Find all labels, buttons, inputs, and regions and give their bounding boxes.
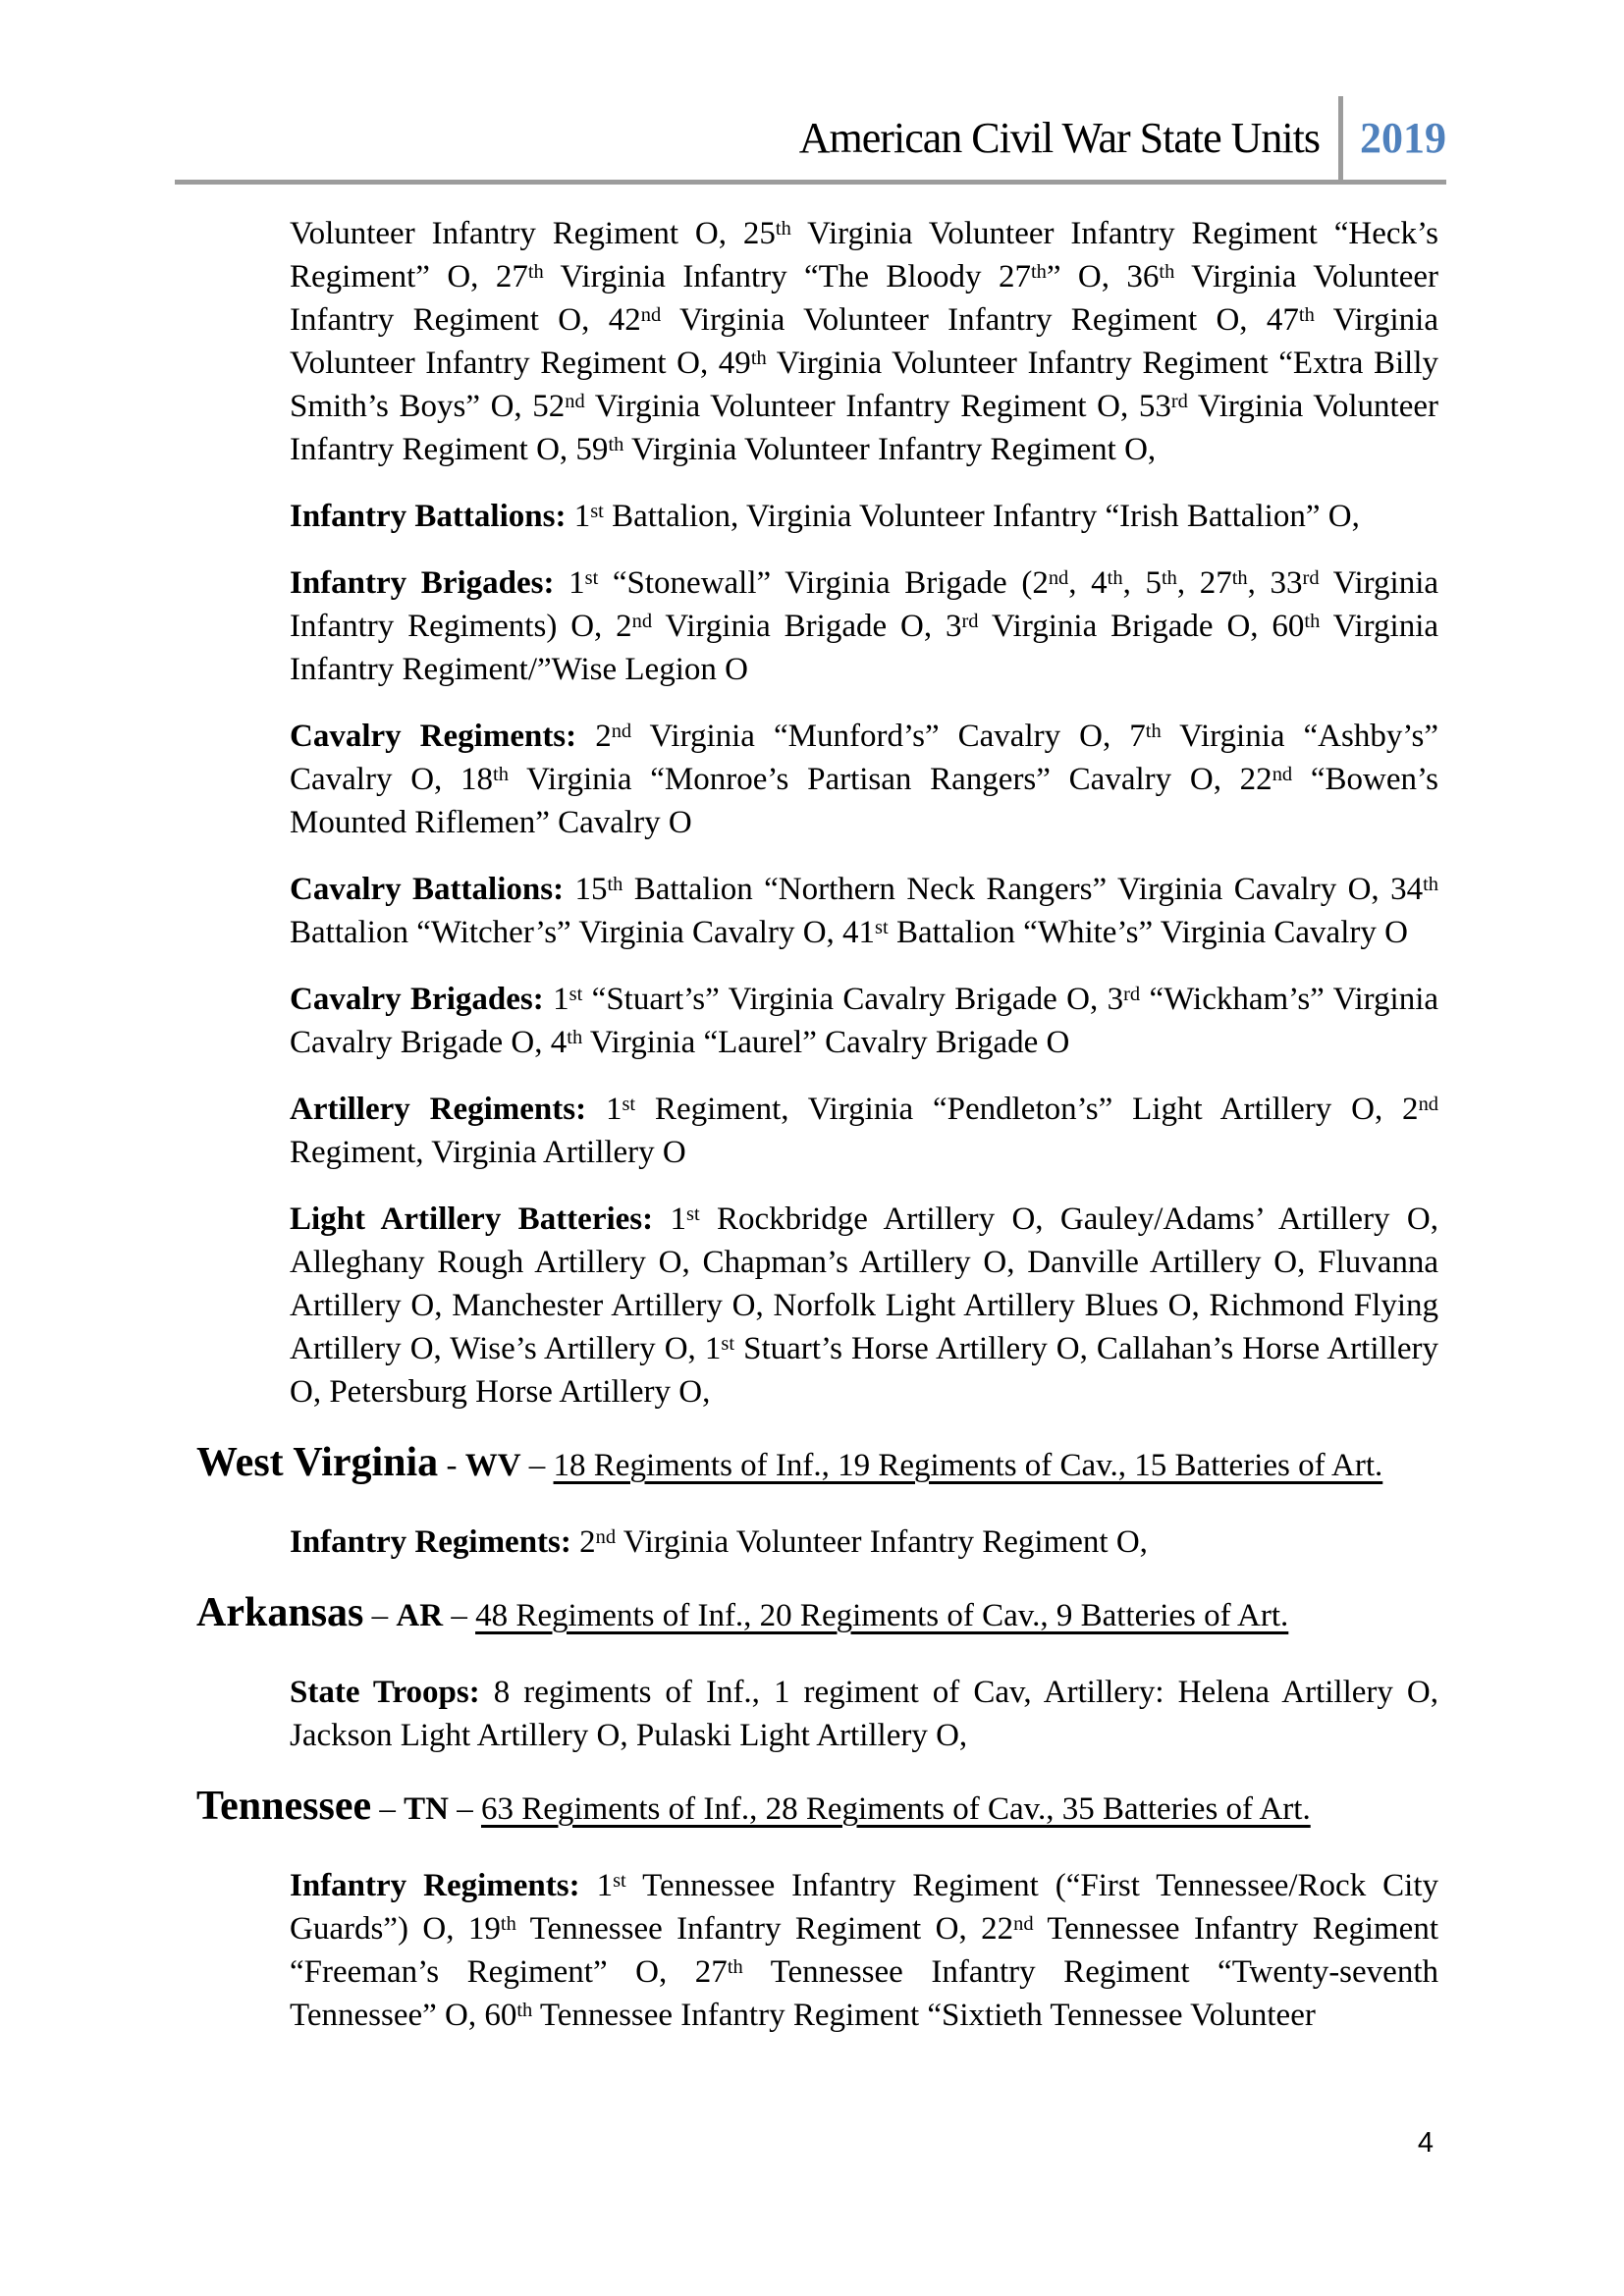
ordinal-superscript: st <box>584 566 599 589</box>
heading-separator: – <box>520 1448 554 1483</box>
unit-paragraph <box>290 868 1438 954</box>
paragraph-label: Infantry Regiments: <box>290 1524 571 1560</box>
ordinal-superscript: nd <box>1048 566 1069 589</box>
ordinal-superscript: rd <box>1170 390 1188 412</box>
ordinal-superscript: th <box>1030 260 1047 283</box>
ordinal-superscript: nd <box>631 610 653 632</box>
paragraph-text: 8 regiments of Inf., 1 regiment of Cav, Artillery: Helena Artillery O, Jackson Light Artillery O, Pulaski Light Artillery O, <box>290 1675 1439 1753</box>
paragraph-text: 1st “Stonewall” Virginia Brigade (2nd, 4th, 5th, 27th, 33rd Virginia Infantry Regiments) O, 2nd Virginia Brigade O, 3rd Virginia Brigade O, 60th Virginia Infantry Regiment/”Wise Legion O <box>290 565 1439 687</box>
state-name: Tennessee <box>196 1784 372 1829</box>
ordinal-superscript: th <box>1298 303 1315 326</box>
header-divider-bar <box>1338 96 1343 180</box>
ordinal-superscript: th <box>500 1912 516 1935</box>
ordinal-superscript: st <box>685 1202 700 1225</box>
ordinal-superscript: nd <box>611 720 632 742</box>
ordinal-superscript: th <box>607 873 623 895</box>
ordinal-superscript: nd <box>1418 1093 1438 1115</box>
paragraph-label: Infantry Brigades: <box>290 565 555 601</box>
ordinal-superscript: th <box>608 433 624 455</box>
paragraph-label: Infantry Battalions: <box>290 499 567 534</box>
ordinal-superscript: th <box>493 763 509 785</box>
ordinal-superscript: st <box>875 916 889 938</box>
paragraph-label: Artillery Regiments: <box>290 1092 587 1127</box>
ordinal-superscript: nd <box>595 1525 617 1548</box>
ordinal-superscript: rd <box>1302 566 1320 589</box>
ordinal-superscript: th <box>775 217 791 240</box>
unit-paragraph <box>290 1521 1438 1564</box>
unit-paragraph <box>290 1198 1438 1414</box>
header-year: 2019 <box>1360 114 1446 162</box>
paragraph-text: 1st Battalion, Virginia Volunteer Infantry “Irish Battalion” O, <box>573 499 1360 534</box>
state-abbreviation: AR <box>396 1598 444 1633</box>
ordinal-superscript: st <box>622 1093 636 1115</box>
heading-separator: – <box>448 1791 481 1827</box>
ordinal-superscript: th <box>1161 566 1177 589</box>
ordinal-superscript: nd <box>1272 763 1293 785</box>
paragraph-text: 2nd Virginia “Munford’s” Cavalry O, 7th Virginia “Ashby’s” Cavalry O, 18th Virginia “Monroe’s Partisan Rangers” Cavalry O, 22nd “Bowen’s Mounted Riflemen” Cavalry O <box>290 719 1439 840</box>
ordinal-superscript: nd <box>640 303 662 326</box>
heading-separator: – <box>371 1791 405 1827</box>
unit-paragraph <box>290 715 1438 844</box>
unit-paragraph <box>290 1088 1438 1174</box>
paragraph-text: 2nd Virginia Volunteer Infantry Regiment O, <box>579 1524 1148 1560</box>
paragraph-text: 1st Regiment, Virginia “Pendleton’s” Light Artillery O, 2nd Regiment, Virginia Artillery O <box>290 1092 1438 1170</box>
state-heading <box>196 1437 1438 1491</box>
state-heading <box>196 1587 1438 1641</box>
paragraph-text: 15th Battalion “Northern Neck Rangers” Virginia Cavalry O, 34th Battalion “Witcher’s” Virginia Cavalry O, 41st Battalion “White’s” Virginia Cavalry O <box>290 872 1438 950</box>
state-stats: 48 Regiments of Inf., 20 Regiments of Cav., 9 Batteries of Art. <box>475 1598 1289 1633</box>
document-body <box>196 212 1439 2060</box>
ordinal-superscript: th <box>1145 720 1162 742</box>
paragraph-label: Cavalry Regiments: <box>290 719 577 754</box>
heading-separator: – <box>363 1598 397 1633</box>
ordinal-superscript: st <box>721 1332 735 1355</box>
heading-separator: – <box>443 1598 476 1633</box>
ordinal-superscript: st <box>590 500 604 522</box>
ordinal-superscript: th <box>516 1999 533 2021</box>
ordinal-superscript: th <box>527 260 544 283</box>
ordinal-superscript: st <box>613 1869 626 1892</box>
ordinal-superscript: rd <box>961 610 979 632</box>
ordinal-superscript: th <box>750 347 767 369</box>
unit-paragraph <box>290 212 1438 471</box>
paragraph-label: Cavalry Battalions: <box>290 872 565 907</box>
paragraph-label: Infantry Regiments: <box>290 1868 580 1903</box>
state-stats: 63 Regiments of Inf., 28 Regiments of Cav., 35 Batteries of Art. <box>480 1791 1311 1827</box>
ordinal-superscript: th <box>567 1026 583 1048</box>
ordinal-superscript: th <box>1304 610 1321 632</box>
paragraph-text: Volunteer Infantry Regiment O, 25th Virginia Volunteer Infantry Regiment “Heck’s Regiment” O, 27th Virginia Infantry “The Bloody 27th” O, 36th Virginia Volunteer Infantry Regiment O, 42nd Virginia Volunteer Infantry Regiment O, 47th Virginia Volunteer Infantry Regiment O, 49th Virginia Volunteer Infantry Regiment “Extra Billy Smith’s Boys” O, 52nd Virginia Volunteer Infantry Regiment O, 53rd Virginia Volunteer Infantry Regiment O, 59th Virginia Volunteer Infantry Regiment O, <box>290 216 1438 467</box>
state-name: West Virginia <box>196 1440 439 1485</box>
unit-paragraph <box>290 1671 1438 1757</box>
header-title: American Civil War State Units <box>798 114 1320 162</box>
unit-paragraph <box>290 1864 1438 2037</box>
state-stats: 18 Regiments of Inf., 19 Regiments of Cav., 15 Batteries of Art. <box>553 1448 1383 1483</box>
state-abbreviation: WV <box>464 1448 521 1483</box>
page-header <box>175 0 1446 180</box>
page-number: 4 <box>1417 2127 1434 2159</box>
header-rule <box>175 180 1446 185</box>
ordinal-superscript: st <box>568 983 583 1005</box>
heading-separator: - <box>438 1448 465 1483</box>
unit-paragraph <box>290 561 1438 691</box>
unit-paragraph <box>290 978 1438 1064</box>
ordinal-superscript: th <box>1423 873 1438 895</box>
ordinal-superscript: nd <box>1013 1912 1034 1935</box>
state-heading <box>196 1781 1438 1835</box>
ordinal-superscript: th <box>1231 566 1248 589</box>
state-abbreviation: TN <box>404 1791 449 1827</box>
ordinal-superscript: th <box>1107 566 1123 589</box>
paragraph-text: 1st “Stuart’s” Virginia Cavalry Brigade O, 3rd “Wickham’s” Virginia Cavalry Brigade O, 4th Virginia “Laurel” Cavalry Brigade O <box>290 982 1439 1060</box>
paragraph-text: 1st Tennessee Infantry Regiment (“First Tennessee/Rock City Guards”) O, 19th Tennessee Infantry Regiment O, 22nd Tennessee Infantry Regiment “Freeman’s Regiment” O, 27th Tennessee Infantry Regiment “Twenty-seventh Tennessee” O, 60th Tennessee Infantry Regiment “Sixtieth Tennessee Volunteer <box>290 1868 1439 2033</box>
ordinal-superscript: nd <box>565 390 585 412</box>
paragraph-label: Light Artillery Batteries: <box>290 1201 654 1237</box>
ordinal-superscript: th <box>727 1955 743 1978</box>
paragraph-label: State Troops: <box>290 1675 480 1710</box>
ordinal-superscript: rd <box>1123 983 1141 1005</box>
unit-paragraph <box>290 495 1438 538</box>
ordinal-superscript: th <box>1159 260 1175 283</box>
paragraph-label: Cavalry Brigades: <box>290 982 544 1017</box>
state-name: Arkansas <box>196 1590 364 1635</box>
paragraph-text: 1st Rockbridge Artillery O, Gauley/Adams’ Artillery O, Alleghany Rough Artillery O, Chapman’s Artillery O, Danville Artillery O, Fluvanna Artillery O, Manchester Artillery O, Norfolk Light Artillery Blues O, Richmond Flying Artillery O, Wise’s Artillery O, 1st Stuart’s Horse Artillery O, Callahan’s Horse Artillery O, Petersburg Horse Artillery O, <box>290 1201 1438 1410</box>
